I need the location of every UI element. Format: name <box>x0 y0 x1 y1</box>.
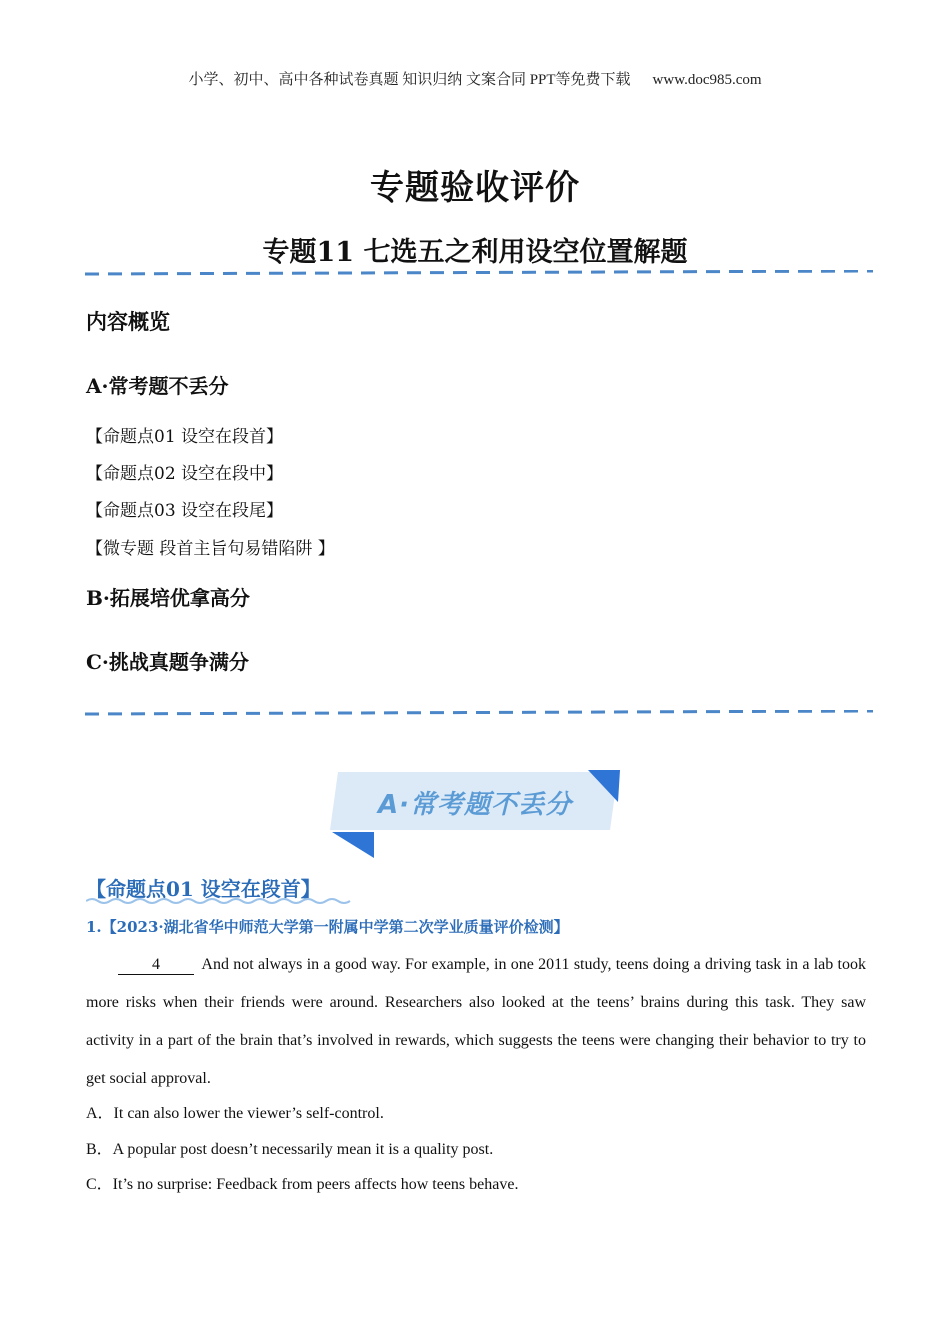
page-title: 专题验收评价 <box>370 168 580 208</box>
dashed-divider-top <box>85 270 873 276</box>
section-c-label: C·挑战真题争满分 <box>86 650 249 674</box>
question-passage <box>86 946 866 1098</box>
banner-text: A·常考题不丢分 <box>378 790 572 820</box>
question-source: 1.【2023·湖北省华中师范大学第一附属中学第二次学业质量评价检测】 <box>86 918 569 936</box>
point-item-3: 【命题点03 设空在段尾】 <box>86 501 284 521</box>
topic-underline-decor <box>86 897 354 905</box>
point-item-2: 【命题点02 设空在段中】 <box>86 464 284 484</box>
option-a: A．It can also lower the viewer’s self-control. <box>86 1105 384 1122</box>
passage-text: And not always in a good way. For example, in one 2011 study, teens doing a driving task in a lab took more risks when their friends were around. Researchers also looked at the teens’ brains during this task. They saw activity in a part of the brain that’s involved in rewards, which suggests the teens were changing their behavior to try to get social approval. <box>86 956 866 1087</box>
option-b: B．A popular post doesn’t necessarily mean it is a quality post. <box>86 1141 494 1158</box>
header-site[interactable]: www.doc985.com <box>652 72 762 88</box>
dashed-divider-bottom <box>85 710 873 716</box>
overview-label: 内容概览 <box>86 309 170 334</box>
topic-heading: 【命题点01 设空在段首】 <box>86 877 321 901</box>
page-subtitle: 专题11 七选五之利用设空位置解题 <box>262 237 688 268</box>
section-a-label: A·常考题不丢分 <box>86 374 229 398</box>
option-c: C．It’s no surprise: Feedback from peers affects how teens behave. <box>86 1176 519 1193</box>
page-header <box>0 68 950 89</box>
point-item-4: 【微专题 段首主旨句易错陷阱 】 <box>86 539 335 559</box>
section-b-label: B·拓展培优拿高分 <box>86 586 250 610</box>
point-item-1: 【命题点01 设空在段首】 <box>86 427 284 447</box>
blank-number: 4 <box>118 956 194 975</box>
header-text: 小学、初中、高中各种试卷真题 知识归纳 文案合同 PPT等免费下载 <box>188 72 631 88</box>
